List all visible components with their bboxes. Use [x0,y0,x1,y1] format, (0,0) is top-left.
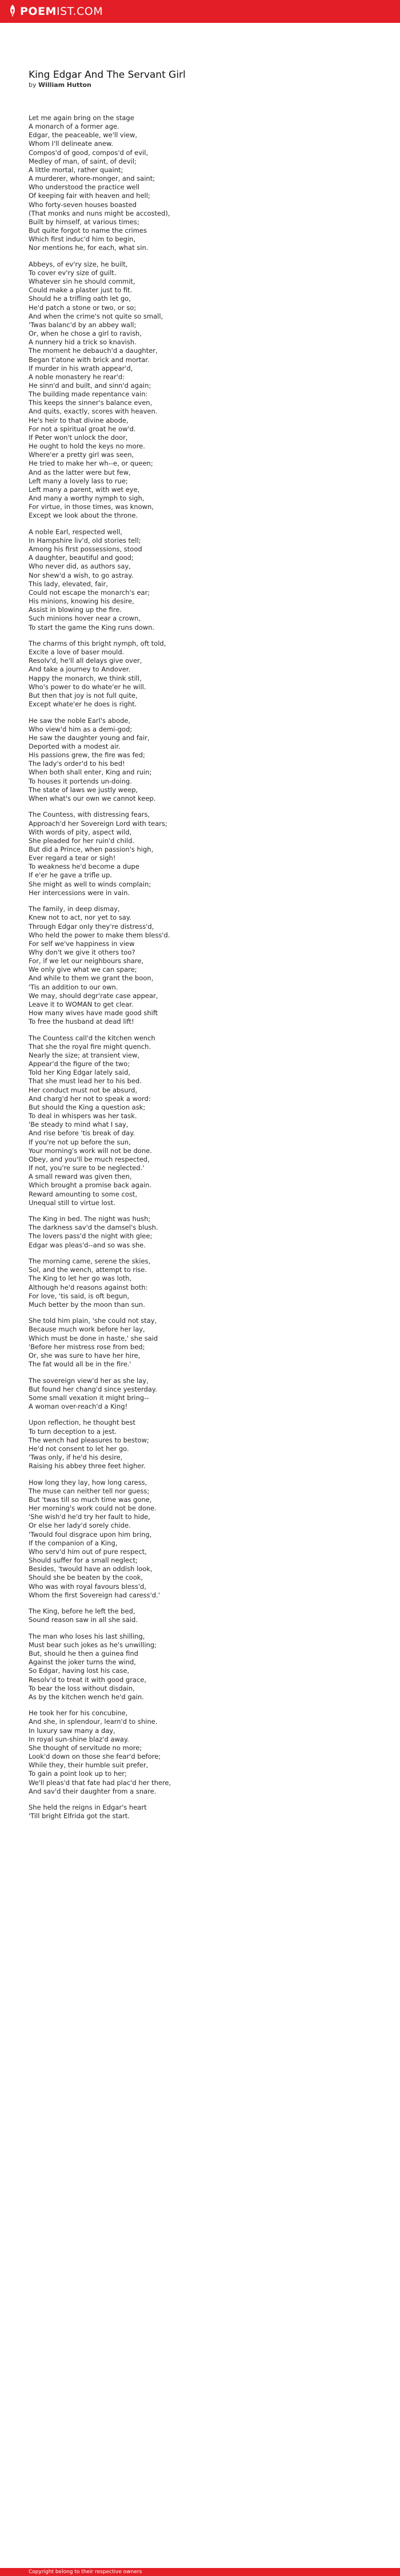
poem-line: But then that joy is not full quite, [29,691,138,699]
poem-line: Who view'd him as a demi-god; [29,725,133,733]
poem-line: Besides, 'twould have an oddish look, [29,1565,153,1573]
poem-line: Sol, and the wench, attempt to rise. [29,1266,147,1274]
poem-line: Leave it to WOMAN to get clear. [29,1000,134,1008]
poem-line: Resolv'd to treat it with good grace, [29,1675,147,1684]
poem-body [29,114,371,1820]
poem-line: If not, you're sure to be neglected.' [29,1164,145,1172]
poem-line: Whom the first Sovereign had caress'd.' [29,1591,160,1599]
poem-line: In royal sun-shine blaz'd away. [29,1735,129,1743]
poem-line: A murderer, whore-monger, and saint; [29,174,155,183]
poem-line: For not a spiritual groat he ow'd. [29,424,136,433]
poem-line: For virtue, in those times, was known, [29,503,154,511]
poem-stanza [29,1709,371,1796]
poem-stanza [29,905,371,1026]
poem-line: Or else her lady'd sorely chide. [29,1521,131,1530]
poem-line: The King in bed. The night was hush; [29,1215,151,1223]
poem-line: He saw the noble Earl's abode, [29,716,131,725]
poem-line: 'Tis an addition to our own. [29,983,118,991]
poem-line: A monarch of a former age. [29,122,119,131]
poem-stanza [29,1632,371,1702]
poem-line: To deal in whispers was her task. [29,1112,137,1120]
poem-line: Except whate'er he does is right. [29,700,137,709]
poem-line: A noble monastery he rear'd: [29,372,125,381]
poem-line: Let me again bring on the stage [29,114,134,122]
poem-line: The King, before he left the bed, [29,1607,135,1616]
poem-line: Must bear such jokes as he's unwilling; [29,1640,157,1649]
poem-line: 'Twas only, if he'd his desire, [29,1453,123,1462]
site-header [0,0,400,23]
poem-line: Against the joker turns the wind, [29,1658,136,1667]
poem-line: Excite a love of baser mould. [29,648,125,657]
poem-article [29,69,371,1828]
poem-line: The man who loses his last shilling, [29,1632,145,1640]
poem-stanza [29,1215,371,1250]
poem-line: Ever regard a tear or sigh! [29,854,116,862]
poem-line: Who understood the practice well [29,183,140,192]
poem-line: How long they lay, how long caress, [29,1478,147,1486]
poem-line: But 'twas till so much time was gone, [29,1495,152,1504]
poem-line: For self we've happiness in view [29,939,135,948]
poem-line: In Hampshire liv'd, old stories tell; [29,536,141,544]
site-logo[interactable] [8,5,103,18]
poem-line: 'She wish'd he'd try her fault to hide, [29,1513,150,1521]
poem-line: For, if we let our neighbours share, [29,957,144,965]
poem-line: The building made repentance vain: [29,390,148,399]
poem-line: To cover ev'ry size of guilt. [29,268,117,277]
poem-line: As by the kitchen wench he'd gain. [29,1692,144,1701]
poem-line: Reward amounting to some cost, [29,1190,137,1198]
byline-prefix: by [29,81,37,89]
poem-title: King Edgar And The Servant Girl [29,69,186,81]
poem-line: Your morning's work will not be done. [29,1146,152,1155]
poem-line: Look'd down on those she fear'd before; [29,1752,161,1761]
poem-line: He tried to make her wh--e, or queen; [29,459,153,468]
poem-line: (That monks and nuns might be accosted), [29,209,170,217]
poem-line: And when the crime's not quite so small, [29,312,163,320]
poem-line: Edgar, the peaceable, we'll view, [29,131,138,140]
poem-line: Of keeping fair with heaven and hell; [29,192,150,200]
poem-line: A nunnery hid a trick so knavish. [29,338,137,347]
poem-line: Such minions hover near a crown, [29,614,141,623]
poem-line: But quite forgot to name the crimes [29,226,147,235]
poem-line: Unequal still to virtue lost. [29,1198,115,1207]
logo-wordmark-bold: POEM [20,5,57,18]
poem-line: Built by himself, at various times; [29,217,139,226]
poem-line: Should he a trifling oath let go, [29,295,131,303]
poem-line: A little mortal, rather quaint; [29,165,123,174]
poem-line: The sovereign view'd her as she lay, [29,1376,149,1385]
poem-line: Told her King Edgar lately said, [29,1068,130,1077]
poem-line: He'd not consent to let her go. [29,1444,129,1453]
poem-line: The family, in deep dismay, [29,905,120,913]
logo-wordmark-rest: IST.COM [56,5,103,18]
poem-stanza [29,528,371,632]
poem-stanza [29,1607,371,1624]
poem-line: So Edgar, having lost his case, [29,1667,130,1675]
poem-line: Except we look about the throne. [29,511,138,520]
poem-line: We may, should degr'rate case appear, [29,991,158,1000]
poem-line: Nearly the size; at transient view, [29,1051,140,1060]
poem-line: For love, 'tis said, is oft begun, [29,1291,130,1300]
poem-stanza [29,1034,371,1207]
poem-stanza [29,1418,371,1470]
poem-line: Began t'atone with brick and mortar. [29,355,150,364]
poem-line: She told him plain, 'she could not stay, [29,1317,157,1325]
poem-line: Left many a parent, with wet eye, [29,485,140,494]
poem-line: He took her for his concubine, [29,1709,128,1718]
poem-line: Nor mentions he, for each, what sin. [29,244,149,252]
poem-line: Who never did, as authors say, [29,562,131,571]
poem-line: 'Twas balanc'd by an abbey wall; [29,320,137,329]
poem-line: If the companion of a King, [29,1539,118,1547]
poem-line: Nor shew'd a wish, to go astray. [29,571,134,579]
poem-line: Through Edgar only they're distress'd, [29,922,154,931]
poem-line: She thought of servitude no more; [29,1743,142,1752]
poem-line: Because much work before her lay, [29,1325,145,1334]
poem-line: While they, their humble suit prefer, [29,1761,149,1770]
poem-line: The King to let her go was loth, [29,1274,132,1283]
poem-line: This lady, elevated, fair, [29,579,108,588]
poem-line: The Countess, with distressing fears, [29,810,150,819]
poem-line: The lovers pass'd the night with glee; [29,1232,153,1241]
poem-line: To free the husband at dead lift! [29,1017,134,1026]
poem-line: And take a journey to Andover. [29,665,131,674]
poem-line: Although he'd reasons against both: [29,1283,148,1291]
poem-line: But, should he then a guinea find [29,1649,138,1658]
poem-line: Should suffer for a small neglect; [29,1556,138,1565]
poem-stanza [29,639,371,709]
poem-line: The muse can neither tell nor guess; [29,1486,150,1495]
copyright-notice: Copyright belong to their respective owners [29,2569,142,2575]
poem-line: He'd patch a stone or two, or so; [29,303,137,312]
poem-line: She held the reigns in Edgar's heart [29,1803,147,1812]
poem-line: And sav'd their daughter from a snare. [29,1787,157,1795]
poem-line: He's heir to that divine abode, [29,416,129,424]
poem-line: Who's power to do whate'er he will. [29,682,146,691]
poem-line: Much better by the moon than sun. [29,1300,145,1309]
poem-line: But found her chang'd since yesterday. [29,1385,157,1393]
poem-line: Edgar was pleas'd--and so was she. [29,1241,146,1249]
poem-line: His minions, knowing his desire, [29,597,134,606]
poem-line: Who forty-seven houses boasted [29,200,137,209]
poem-line: A woman over-reach'd a King! [29,1402,128,1410]
poem-line: He ought to hold the keys no more. [29,442,145,451]
poem-line: Or, when he chose a girl to ravish, [29,329,142,338]
poem-line: Compos'd of good, compos'd of evil, [29,148,149,157]
poem-line: Her morning's work could not be done. [29,1504,157,1513]
poem-line: Raising his abbey three feet higher. [29,1462,146,1470]
poem-line: 'Before her mistress rose from bed; [29,1342,145,1351]
poem-line: To bear the loss without disdain, [29,1684,135,1692]
poem-line: The moment he debauch'd a daughter, [29,347,158,355]
site-footer [0,2568,400,2576]
poem-line: Medley of man, of saint, of devil; [29,157,137,165]
poem-line: And charg'd her not to speak a word: [29,1094,151,1103]
poem-stanza [29,717,371,804]
poem-line: Where'er a pretty girl was seen, [29,451,134,459]
poem-line: Should she be beaten by the cook, [29,1573,143,1582]
poem-line: That she must lead her to his bed. [29,1077,142,1086]
poem-stanza [29,1803,371,1820]
poem-stanza [29,1377,371,1412]
poem-stanza [29,114,371,253]
poem-line: Why don't we give it others too? [29,948,135,956]
poem-line: The fat would all be in the fire.' [29,1360,131,1369]
poem-line: 'Twould foul disgrace upon him bring, [29,1530,152,1539]
poem-line: But should the King a question ask; [29,1103,146,1111]
poem-line: The morning came, serene the skies, [29,1257,151,1266]
poem-line: Who held the power to make them bless'd. [29,931,170,939]
poem-line: Upon reflection, he thought best [29,1418,135,1427]
poem-stanza [29,260,371,520]
poem-line: Left many a lovely lass to rue; [29,476,128,485]
poem-line: If murder in his wrath appear'd, [29,364,133,372]
poem-line: To weakness he'd become a dupe [29,862,139,871]
poem-line: She pleaded for her ruin'd child. [29,836,135,845]
poem-line: To turn deception to a jest. [29,1427,117,1436]
poem-stanza [29,1478,371,1600]
poem-line: The darkness sav'd the damsel's blush. [29,1223,158,1232]
poem-line: Who serv'd him out of pure respect, [29,1547,147,1556]
poem-line: When what's our own we cannot keep. [29,794,156,802]
poem-line: In luxury saw many a day, [29,1726,115,1735]
poem-line: Which must be done in haste,' she said [29,1334,158,1342]
poem-line: And while to them we grant the boon, [29,974,154,983]
poem-line: And as the latter were but few, [29,468,131,476]
poem-line: That she the royal fire might quench. [29,1042,151,1051]
poem-line: The Countess call'd the kitchen wench [29,1033,155,1042]
poem-line: Which brought a promise back again. [29,1181,152,1190]
poem-line: And many a worthy nymph to sigh, [29,494,145,503]
poem-line: Or, she was sure to have her hire, [29,1351,141,1359]
poem-line: 'Till bright Elfrida got the start. [29,1812,130,1820]
poem-line: But did a Prince, when passion's high, [29,845,154,853]
poem-line: We only give what we can spare; [29,965,137,974]
poem-line: Which first induc'd him to begin, [29,235,136,244]
poem-line: Resolv'd, he'll all delays give over, [29,657,142,665]
poem-line: The state of laws we justly weep, [29,785,138,794]
poem-line: Who was with royal favours bless'd, [29,1582,146,1591]
poem-line: He sinn'd and built, and sinn'd again; [29,381,151,389]
poem-line: 'Be steady to mind what I say, [29,1120,129,1129]
poem-line: Abbeys, of ev'ry size, he built, [29,260,128,268]
poem-line: The charms of this bright nymph, oft told, [29,639,166,647]
quill-pen-icon [8,5,17,18]
poem-line: Sound reason saw in all she said. [29,1616,138,1624]
poem-line: Obey, and you'll be much respected, [29,1155,150,1163]
poem-line: How many wives have made good shift [29,1009,158,1017]
poem-line: The lady's order'd to his bed! [29,760,125,768]
poem-line: And she, in splendour, learn'd to shine. [29,1718,158,1726]
poem-line: A noble Earl, respected well, [29,527,122,536]
poem-line: Her intercessions were in vain. [29,888,130,897]
poem-line: Among his first possessions, stood [29,545,142,554]
poem-line: Appear'd the figure of the two; [29,1060,130,1068]
poem-line: Deported with a modest air. [29,742,121,750]
poem-line: To houses it portends un-doing. [29,777,132,785]
poem-line: The wench had pleasures to bestow; [29,1436,149,1444]
poem-line: His passions grew, the fire was fed; [29,751,145,760]
poem-line: Some small vexation it might bring-- [29,1393,149,1402]
poem-line: And rise before 'tis break of day. [29,1129,135,1138]
poem-stanza [29,810,371,897]
poem-line: Her conduct must not be absurd, [29,1086,138,1094]
poem-line: With words of pity, aspect wild, [29,828,132,836]
poem-line: He saw the daughter young and fair, [29,733,150,742]
poem-line: This keeps the sinner's balance even, [29,399,153,407]
poem-line: Assist in blowing up the fire. [29,606,122,614]
logo-wordmark [20,5,103,18]
poem-line: Knew not to act, nor yet to say. [29,913,131,922]
poem-line: Happy the monarch, we think still, [29,674,142,682]
poem-line: She might as well to winds complain; [29,880,151,888]
poem-line: To gain a point look up to her; [29,1770,127,1778]
author-link[interactable]: William Hutton [38,81,91,89]
poem-line: A small reward was given then, [29,1172,132,1181]
poem-line: If e'er he gave a trifle up. [29,871,113,880]
poem-line: If Peter won't unlock the door, [29,433,128,442]
poem-stanza [29,1317,371,1369]
poem-byline [29,81,371,89]
poem-line: If you're not up before the sun, [29,1138,131,1146]
poem-line: We'll pleas'd that fate had plac'd her there, [29,1778,171,1787]
poem-line: Whatever sin he should commit, [29,277,135,286]
poem-line: Whom I'll delineate anew. [29,140,113,148]
poem-line: And quits, exactly, scores with heaven. [29,407,158,416]
poem-line: When both shall enter, King and ruin; [29,768,152,777]
poem-line: Could make a plaster just to fit. [29,286,133,295]
poem-line: A daughter, beautiful and good; [29,554,134,562]
poem-line: Approach'd her Sovereign Lord with tears; [29,819,167,828]
poem-stanza [29,1257,371,1309]
poem-line: To start the game the King runs down. [29,623,155,631]
poem-line: Could not escape the monarch's ear; [29,588,150,597]
